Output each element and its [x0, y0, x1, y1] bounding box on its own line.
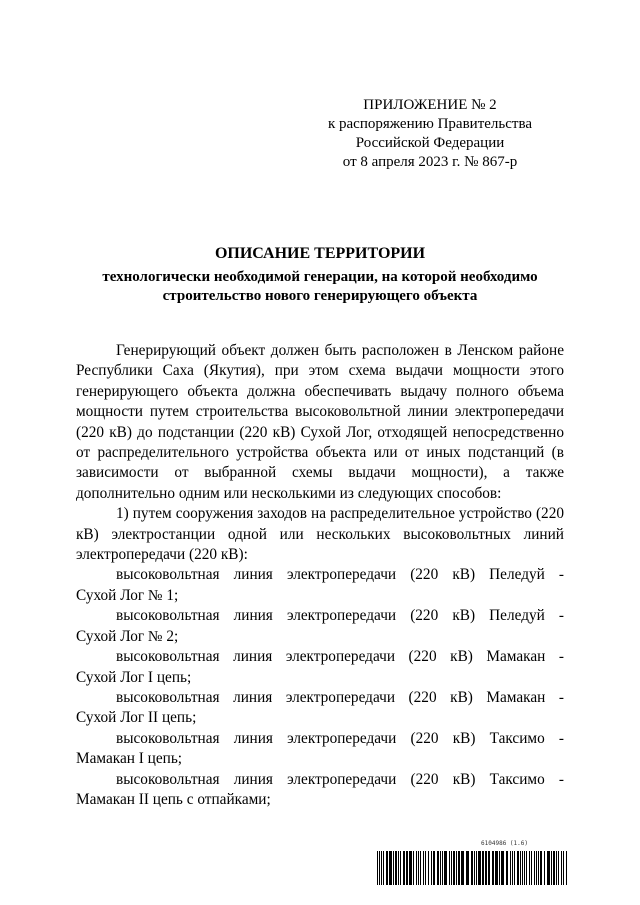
- paragraph-intro: Генерирующий объект должен быть расположен в Ленском районе Республики Саха (Якутия), при этом схема выдачи мощности этого генерирующего объекта должна обеспечивать выдачу полного объема мощности путем строительства высоковольтной линии электропередачи (220 кВ) до подстанции (220 кВ) Сухой Лог, отходящей непосредственно от распределительного устройства объекта или от иных подстанций (в зависимости от выбранной схемы выдачи мощности), а также дополнительно одним или несколькими из следующих способов:: [76, 342, 564, 502]
- line-item-tail: Сухой Лог II цепь;: [76, 709, 197, 727]
- document-body: [76, 341, 564, 810]
- line-item-head: высоковольтная линия электропередачи (220 кВ) Таксимо -: [116, 729, 564, 747]
- appendix-government: Российской Федерации: [355, 135, 505, 151]
- paragraph-item-1: 1) путем сооружения заходов на распределительное устройство (220 кВ) электростанции одной или нескольких высоковольтных линий электропередачи (220 кВ):: [76, 505, 564, 564]
- line-item-head: высоковольтная линия электропередачи (220 кВ) Таксимо -: [116, 770, 564, 788]
- document-title: ОПИСАНИЕ ТЕРРИТОРИИ: [214, 245, 426, 262]
- line-item-head: высоковольтная линия электропередачи (220 кВ) Мамакан -: [116, 688, 564, 706]
- line-item-tail: Мамакан II цепь с отпайками;: [76, 790, 271, 808]
- line-item-head: высоковольтная линия электропередачи (220 кВ) Пеледуй -: [116, 607, 564, 625]
- appendix-header: [300, 96, 560, 172]
- line-item-tail: Сухой Лог I цепь;: [76, 668, 192, 686]
- document-subtitle: технологически необходимой генерации, на которой необходимо строительство нового генерирующего объекта: [102, 269, 538, 304]
- line-item-head: высоковольтная линия электропередачи (220 кВ) Мамакан -: [116, 648, 564, 666]
- line-item-head: высоковольтная линия электропередачи (220 кВ) Пеледуй -: [116, 566, 564, 584]
- appendix-date: от 8 апреля 2023 г. № 867-р: [342, 154, 518, 170]
- barcode-number: 6104986 (1.6): [481, 840, 528, 847]
- line-item-tail: Сухой Лог № 2;: [76, 627, 179, 645]
- document-barcode: [376, 840, 568, 888]
- appendix-reference: к распоряжению Правительства: [327, 116, 532, 132]
- appendix-number: ПРИЛОЖЕНИЕ № 2: [363, 97, 497, 113]
- line-item-tail: Сухой Лог № 1;: [76, 586, 179, 604]
- barcode-graphic: [376, 851, 568, 885]
- line-item-tail: Мамакан I цепь;: [76, 750, 183, 768]
